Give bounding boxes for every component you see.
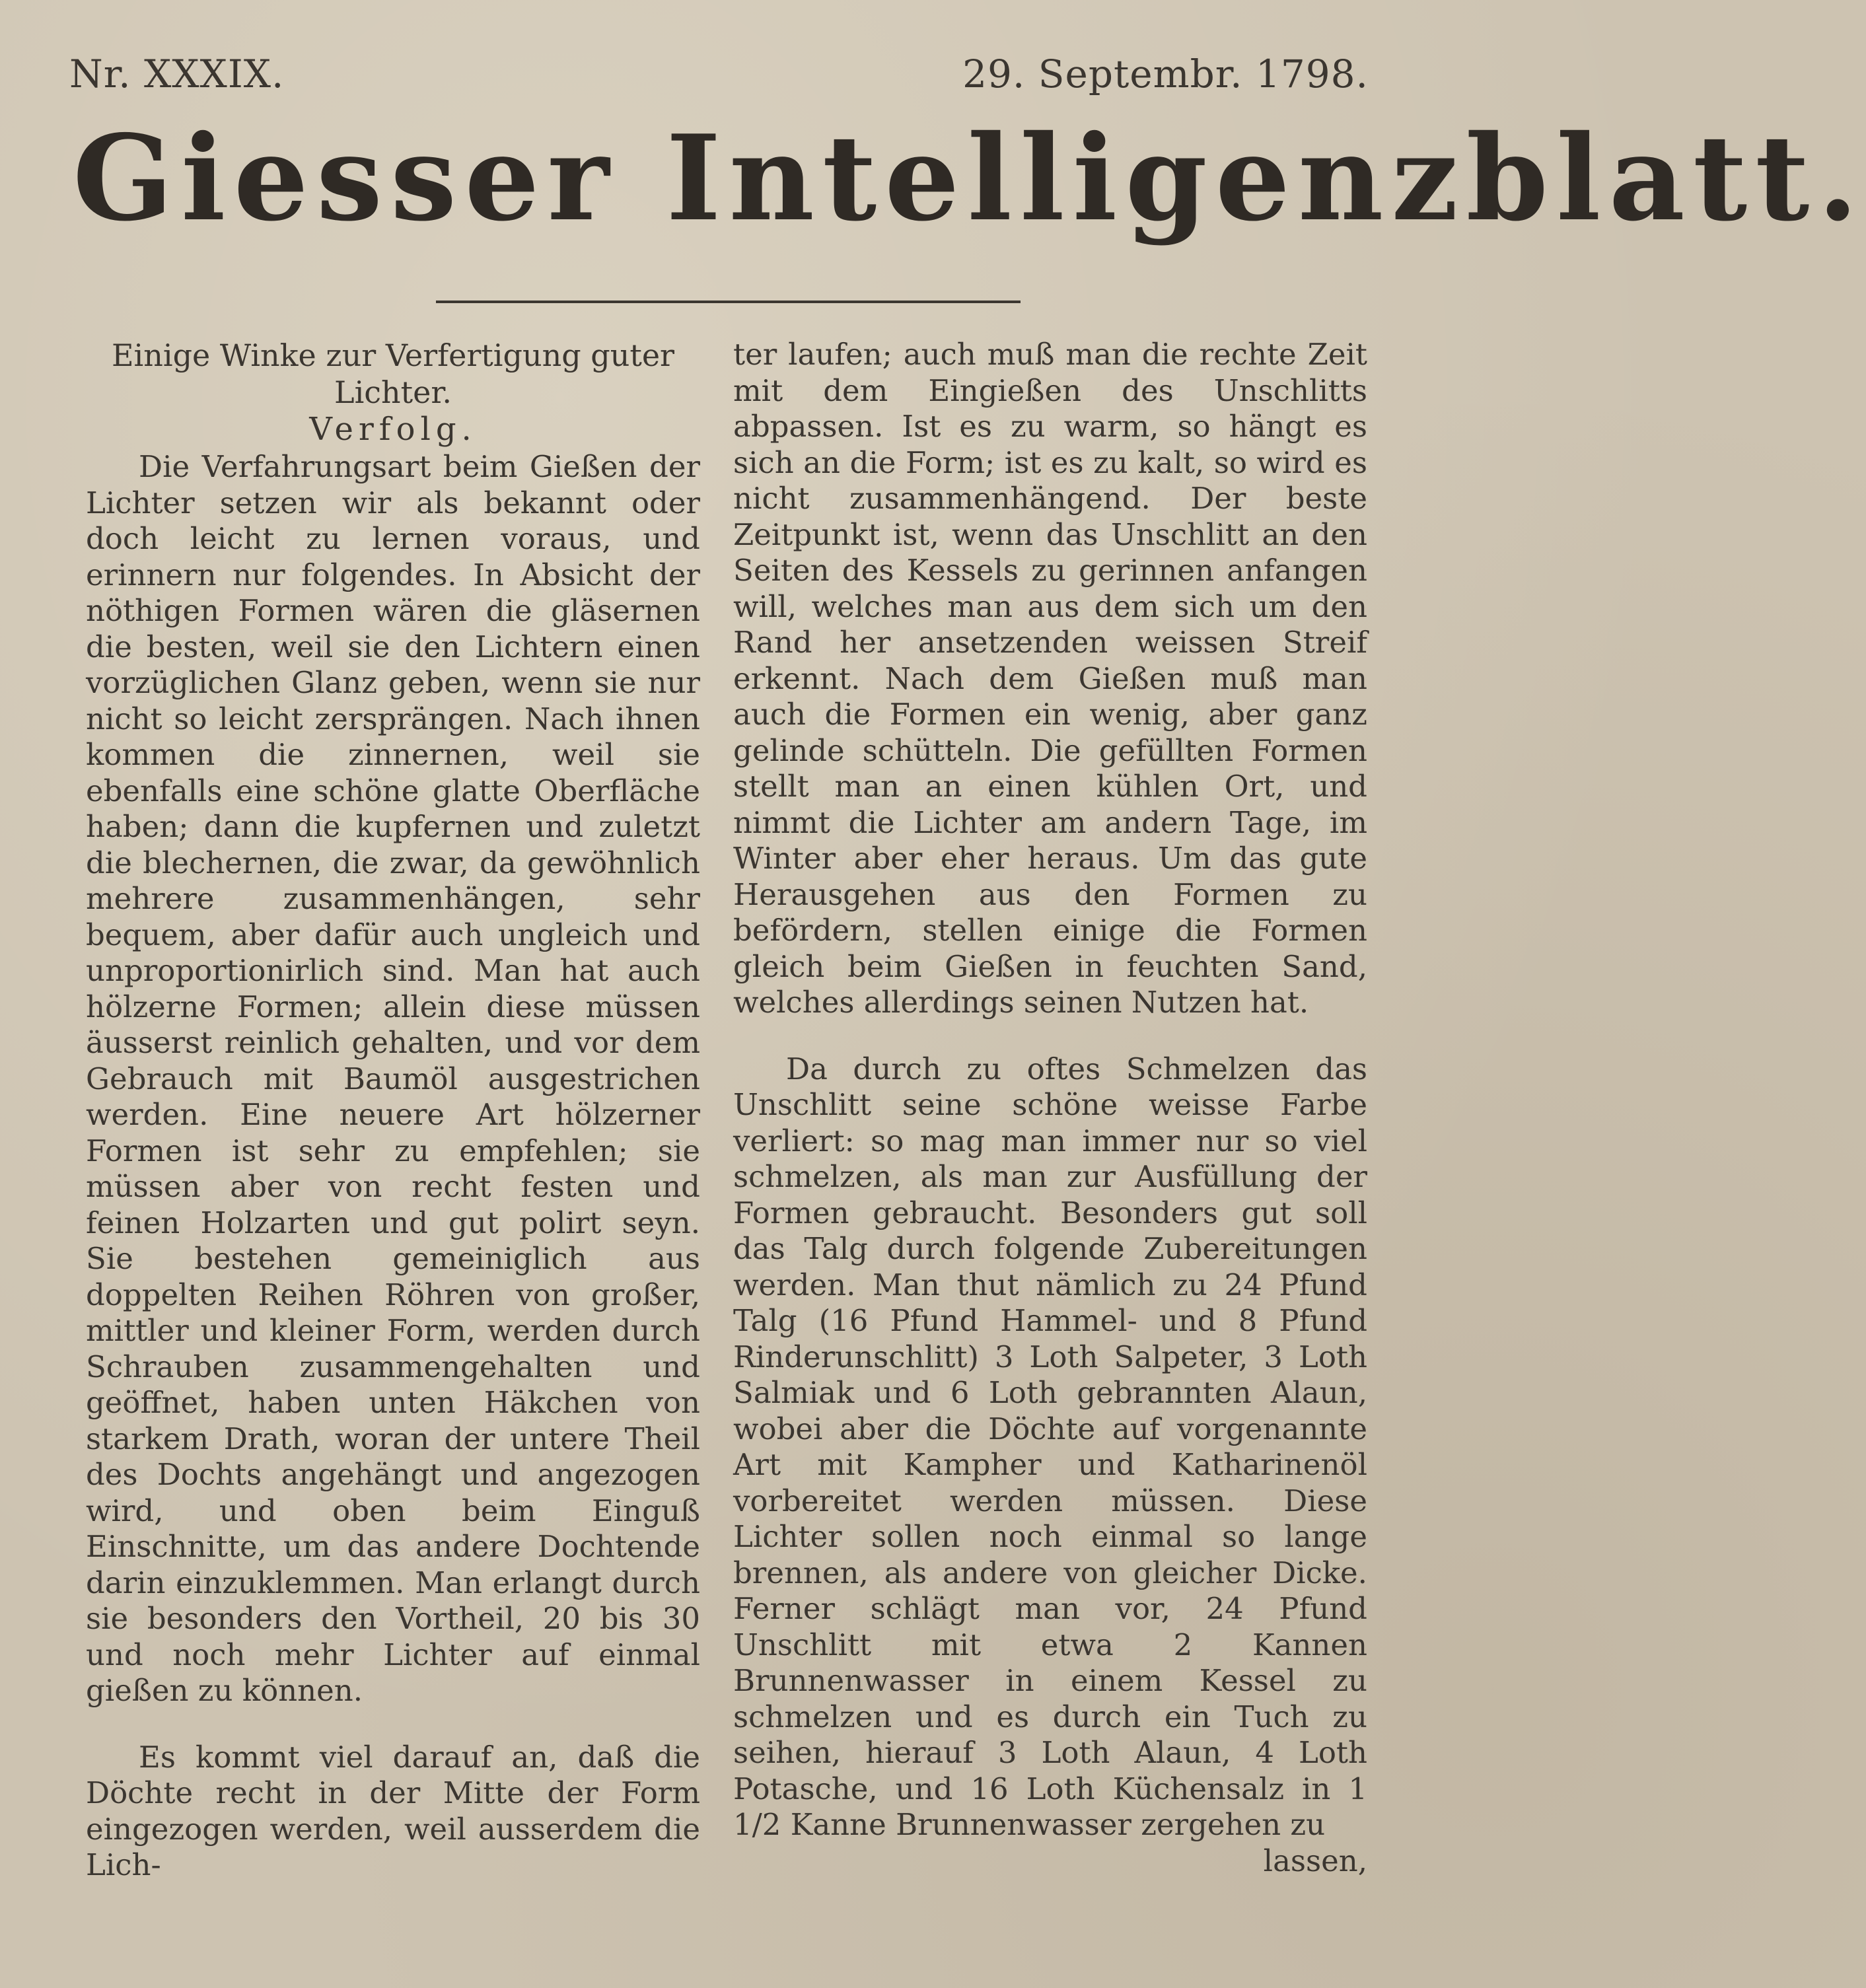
article-title: Einige Winke zur Verfertigung guter Lichter. bbox=[111, 337, 675, 410]
article-subtitle: Verfolg. bbox=[309, 411, 477, 448]
right-paragraph-2: Da durch zu oftes Schmelzen das Unschlitt seine schöne weisse Farbe verliert: so mag man immer nur so viel schmelzen, als man zur Ausfüllung der Formen gebraucht. Besonders gut soll das Talg durch folgende Zubereitungen werden. Man thut nämlich zu 24 Pfund Talg (16 Pfund Hammel- und 8 Pfund Rinderunschlitt) 3 Loth Salpeter, 3 Loth Salmiak und 6 Loth gebrannten Alaun, wobei aber die Döchte auf vorgenannte Art mit Kampher und Katharinenöl vorbereitet werden müssen. Diese Lichter sollen noch einmal so lange brennen, als andere von gleicher Dicke. Ferner schlägt man vor, 24 Pfund Unschlitt mit etwa 2 Kannen Brunnenwasser in einem Kessel zu schmelzen und es durch ein Tuch zu seihen, hierauf 3 Loth Alaun, 4 Loth Potasche, und 16 Loth Küchensalz in 1 1/2 Kanne Brunnenwasser zergehen zu bbox=[733, 1051, 1367, 1842]
paragraph-gap bbox=[733, 1021, 1367, 1051]
paragraph-gap bbox=[86, 1709, 700, 1740]
left-paragraph-1: Die Verfahrungsart beim Gießen der Lichter setzen wir als bekannt oder doch leicht zu lernen voraus, und erinnern nur folgendes. In Absicht der nöthigen Formen wären die gläsernen die besten, weil sie den Lichtern einen vorzüglichen Glanz geben, wenn sie nur nicht so leicht zersprängen. Nach ihnen kommen die zinnernen, weil sie ebenfalls eine schöne glatte Oberfläche haben; dann die kupfernen und zuletzt die blechernen, die zwar, da gewöhnlich mehrere zusammenhängen, sehr bequem, aber dafür auch ungleich und unproportionirlich sind. Man hat auch hölzerne Formen; allein diese müssen äusserst reinlich gehalten, und vor dem Gebrauch mit Baumöl ausgestrichen werden. Eine neuere Art hölzerner Formen ist sehr zu empfehlen; sie müssen aber von recht festen und feinen Holzarten und gut polirt seyn. Sie bestehen gemeiniglich aus doppelten Reihen Röhren von großer, mittler und kleiner Form, werden durch Schrauben zusammengehalten und geöffnet, haben unten Häkchen von starkem Drath, woran der untere Theil des Dochts angehängt und angezogen wird, und oben beim Einguß Einschnitte, um das andere Dochtende darin einzuklemmen. Man erlangt durch sie besonders den Vortheil, 20 bis 30 und noch mehr Lichter auf einmal gießen zu können. bbox=[86, 449, 700, 1708]
right-paragraph-1: ter laufen; auch muß man die rechte Zeit mit dem Eingießen des Unschlitts abpassen. Ist es zu warm, so hängt es sich an die Form; ist es zu kalt, so wird es nicht zusammenhängend. Der beste Zeitpunkt ist, wenn das Unschlitt an den Seiten des Kessels zu gerinnen anfangen will, welches man aus dem sich um den Rand her ansetzenden weissen Streif erkennt. Nach dem Gießen muß man auch die Formen ein wenig, aber ganz gelinde schütteln. Die gefüllten Formen stellt man an einen kühlen Ort, und nimmt die Lichter am andern Tage, im Winter aber eher heraus. Um das gute Herausgehen aus den Formen zu befördern, stellen einige die Formen gleich beim Gießen in feuchten Sand, welches allerdings seinen Nutzen hat. bbox=[733, 337, 1367, 1020]
masthead-title: Giesser Intelligenzblatt. bbox=[73, 109, 1866, 247]
left-paragraph-2: Es kommt viel darauf an, daß die Döchte recht in der Mitte der Form eingezogen werden, weil ausserdem die Lich- bbox=[86, 1739, 700, 1882]
masthead-divider bbox=[436, 301, 1021, 303]
issue-number: Nr. XXXIX. bbox=[69, 52, 285, 96]
right-paragraph-end: lassen, bbox=[1263, 1843, 1367, 1878]
issue-date: 29. Septembr. 1798. bbox=[962, 52, 1369, 96]
right-column bbox=[733, 337, 1367, 1879]
left-column bbox=[86, 337, 700, 1884]
